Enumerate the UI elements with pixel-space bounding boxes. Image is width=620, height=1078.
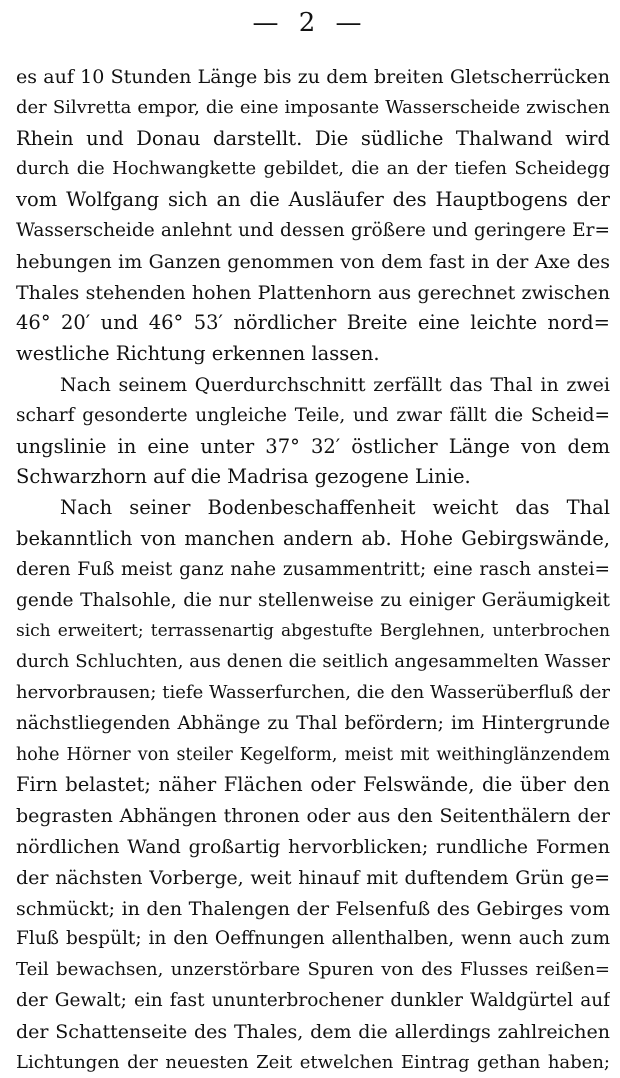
text-line: westliche Richtung erkennen lassen. bbox=[16, 339, 610, 370]
text-line: gende Thalsohle, die nur stellenweise zu einiger Geräumigkeit bbox=[16, 586, 610, 617]
text-line: hohe Hörner von steiler Kegelform, meist mit weithinglänzendem bbox=[16, 740, 610, 771]
text-line: Lichtungen der neuesten Zeit etwelchen Eintrag gethan haben; bbox=[16, 1048, 610, 1078]
text-line: der Schattenseite des Thales, dem die allerdings zahlreichen bbox=[16, 1017, 610, 1048]
text-line: begrasten Abhängen thronen oder aus den Seitenthälern der bbox=[16, 801, 610, 832]
text-line: nächstliegenden Abhänge zu Thal befördern; im Hintergrunde bbox=[16, 709, 610, 740]
text-line: durch Schluchten, aus denen die seitlich angesammelten Wasser bbox=[16, 647, 610, 678]
text-line: Teil bewachsen, unzerstörbare Spuren von des Flusses reißen= bbox=[16, 955, 610, 986]
text-line: Nach seiner Bodenbeschaffenheit weicht das Thal bbox=[16, 493, 610, 524]
text-line: der nächsten Vorberge, weit hinauf mit duftendem Grün ge= bbox=[16, 863, 610, 894]
text-line: ungslinie in eine unter 37° 32′ östlicher Länge von dem bbox=[16, 432, 610, 463]
text-line: der Gewalt; ein fast ununterbrochener dunkler Waldgürtel auf bbox=[16, 986, 610, 1017]
text-line: nördlichen Wand großartig hervorblicken; rundliche Formen bbox=[16, 832, 610, 863]
text-line: Schwarzhorn auf die Madrisa gezogene Linie. bbox=[16, 462, 610, 493]
text-line: scharf gesonderte ungleiche Teile, und zwar fällt die Scheid= bbox=[16, 401, 610, 432]
text-line: es auf 10 Stunden Länge bis zu dem breiten Gletscherrücken bbox=[16, 62, 610, 93]
text-line: durch die Hochwangkette gebildet, die an der tiefen Scheidegg bbox=[16, 154, 610, 185]
text-line: Fluß bespült; in den Oeffnungen allenthalben, wenn auch zum bbox=[16, 924, 610, 955]
text-line: schmückt; in den Thalengen der Felsenfuß des Gebirges vom bbox=[16, 894, 610, 925]
text-line: der Silvretta empor, die eine imposante Wasserscheide zwischen bbox=[16, 93, 610, 124]
text-line: Thales stehenden hohen Plattenhorn aus gerechnet zwischen bbox=[16, 278, 610, 309]
page-number: — 2 — bbox=[0, 8, 620, 38]
text-line: vom Wolfgang sich an die Ausläufer des Hauptbogens der bbox=[16, 185, 610, 216]
text-line: hervorbrausen; tiefe Wasserfurchen, die den Wasserüberfluß der bbox=[16, 678, 610, 709]
text-line: Rhein und Donau darstellt. Die südliche Thalwand wird bbox=[16, 124, 610, 155]
text-line: hebungen im Ganzen genommen von dem fast in der Axe des bbox=[16, 247, 610, 278]
text-line: Wasserscheide anlehnt und dessen größere und geringere Er= bbox=[16, 216, 610, 247]
text-line: 46° 20′ und 46° 53′ nördlicher Breite eine leichte nord= bbox=[16, 308, 610, 339]
text-line: Nach seinem Querdurchschnitt zerfällt das Thal in zwei bbox=[16, 370, 610, 401]
text-line: Firn belastet; näher Flächen oder Felswände, die über den bbox=[16, 770, 610, 801]
text-line: sich erweitert; terrassenartig abgestufte Berglehnen, unterbrochen bbox=[16, 616, 610, 647]
text-line: deren Fuß meist ganz nahe zusammentritt; eine rasch anstei= bbox=[16, 555, 610, 586]
body-text bbox=[16, 62, 610, 1078]
text-line: bekanntlich von manchen andern ab. Hohe Gebirgswände, bbox=[16, 524, 610, 555]
